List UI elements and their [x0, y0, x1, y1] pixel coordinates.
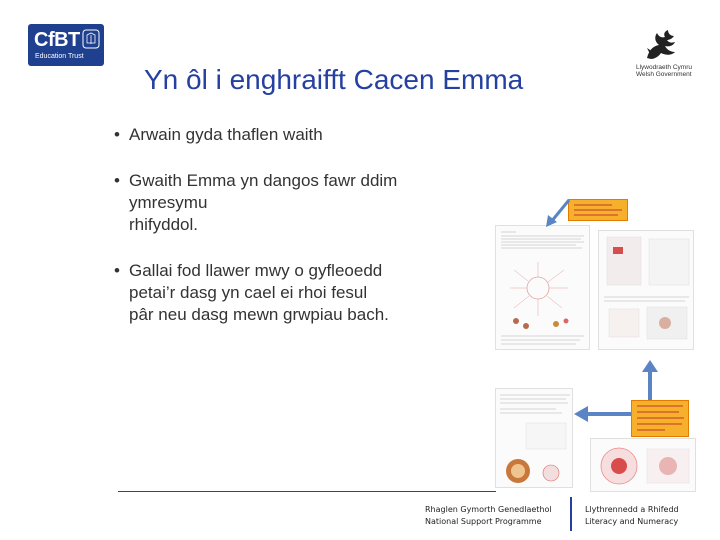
cfbt-logo — [28, 24, 104, 66]
bullet-item — [112, 124, 472, 146]
cfbt-emblem-icon — [82, 29, 100, 49]
footer-rule — [118, 491, 496, 492]
worksheet-image — [496, 226, 590, 350]
worksheet-image — [599, 231, 694, 350]
sticky-note — [631, 400, 689, 437]
sticky-note-scribble — [635, 403, 687, 435]
bullet-line: • Gwaith Emma yn dangos fawr ddim ymresymu — [129, 171, 398, 212]
bullet-line: • Arwain gyda thaflen waith — [129, 125, 323, 144]
bullet-line: pâr neu dasg mewn grwpiau bach. — [129, 305, 389, 324]
worksheet-image — [496, 389, 573, 488]
welsh-government-welsh: Llywodraeth Cymru — [636, 64, 692, 71]
footer-programme — [425, 504, 552, 528]
arrow-icon — [574, 404, 632, 424]
welsh-government-logo — [630, 28, 692, 88]
footer-programme-english: National Support Programme — [425, 517, 542, 526]
cfbt-logo-name: CfBT — [34, 29, 80, 51]
bullet-line: petai’r dasg yn cael ei rhoi fesul — [129, 283, 368, 302]
bullet-item — [112, 260, 472, 326]
slide-title: Yn ôl i enghraifft Cacen Emma — [144, 64, 524, 95]
welsh-government-english: Welsh Government — [636, 71, 692, 78]
worksheet-thumbnail — [495, 225, 590, 350]
arrow-icon — [545, 198, 571, 228]
bullet-line: rhifyddol. — [129, 215, 198, 234]
worksheet-thumbnail — [598, 230, 694, 350]
worksheet-thumbnail — [590, 438, 696, 492]
worksheet-thumbnail — [495, 388, 573, 488]
worksheet-image — [591, 439, 696, 492]
arrow-icon — [641, 360, 659, 402]
footer-subject-welsh: Llythrennedd a Rhifedd — [585, 505, 679, 514]
sticky-note — [568, 199, 628, 221]
bullet-line: • Gallai fod llawer mwy o gyfleoedd — [129, 261, 383, 280]
sticky-note-scribble — [572, 202, 626, 218]
bullet-item — [112, 170, 472, 236]
footer-programme-welsh: Rhaglen Gymorth Genedlaethol — [425, 505, 552, 514]
bullet-list — [112, 124, 472, 350]
footer-subject-english: Literacy and Numeracy — [585, 517, 679, 526]
dragon-icon — [641, 28, 681, 64]
footer-subject — [585, 504, 679, 528]
footer-divider — [570, 497, 572, 531]
cfbt-logo-subtitle: Education Trust — [35, 53, 84, 60]
